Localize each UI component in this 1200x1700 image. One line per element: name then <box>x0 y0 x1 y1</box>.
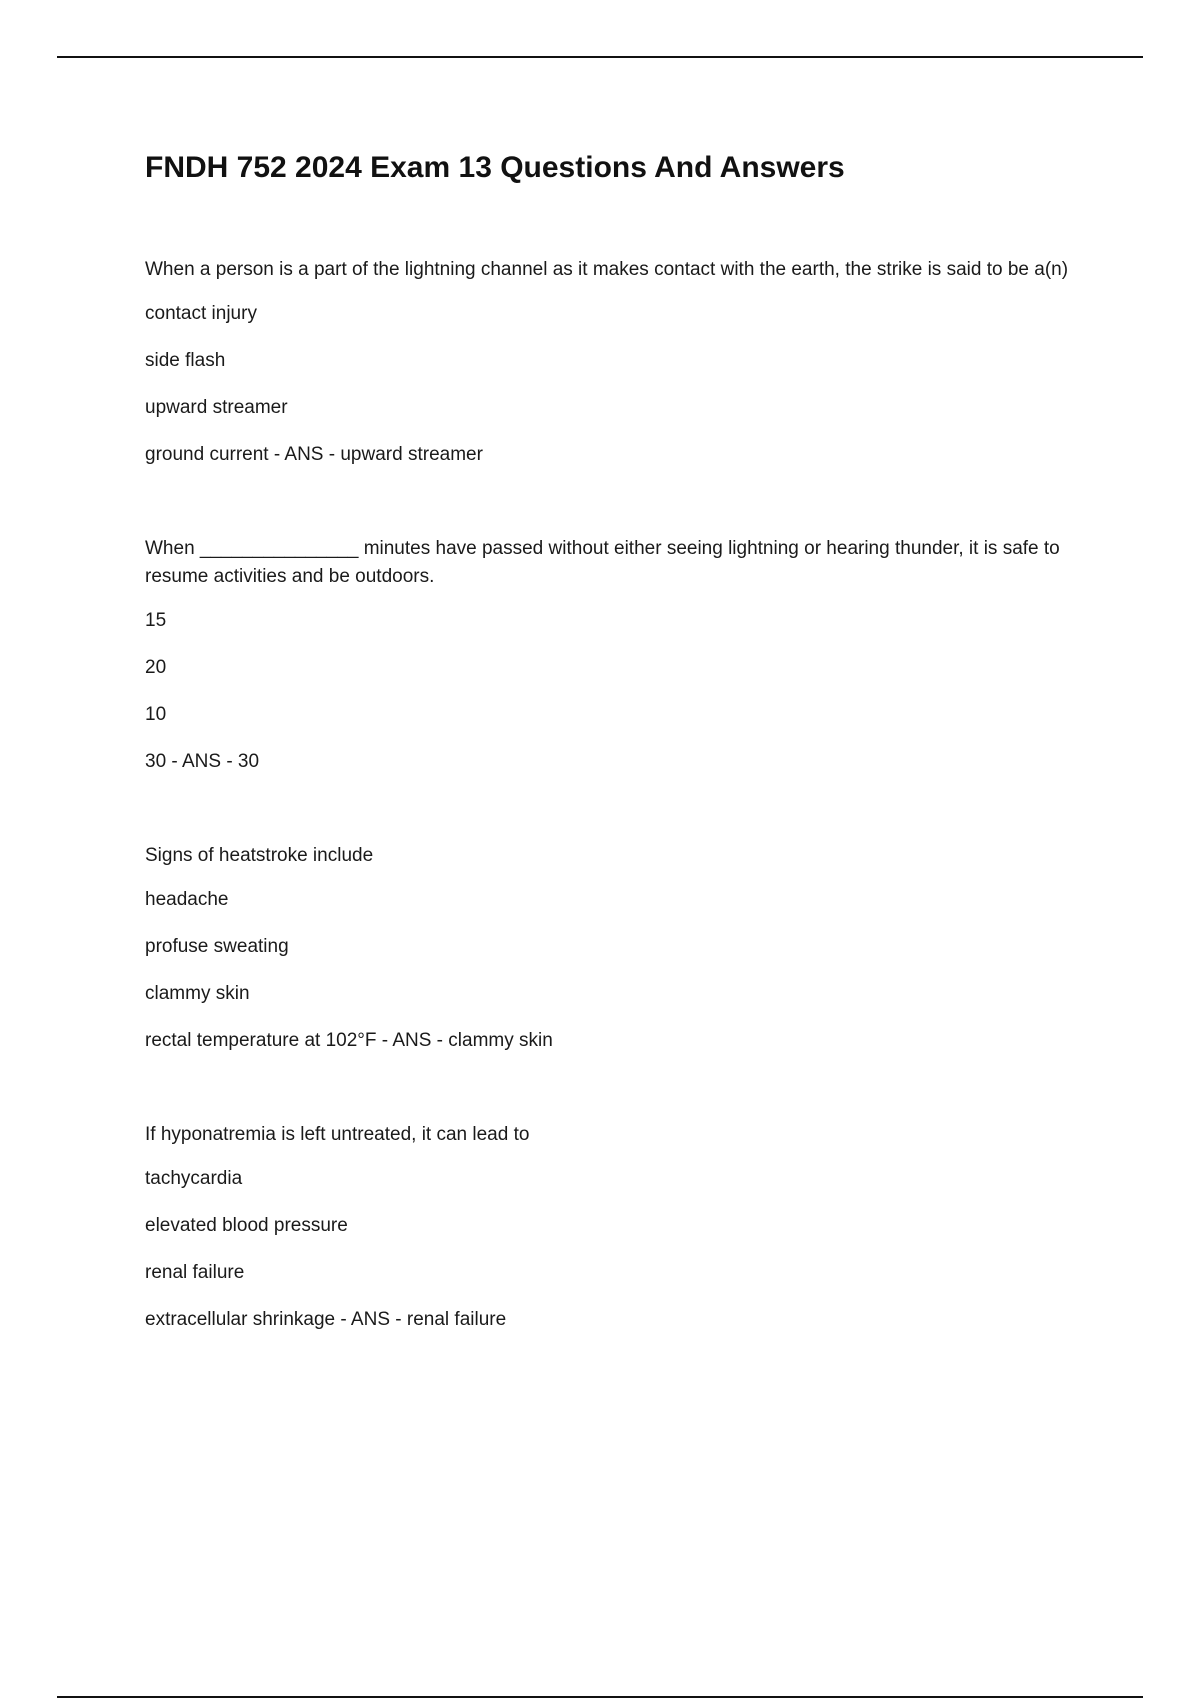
document-body <box>145 148 1075 1400</box>
answer-option-with-key: rectal temperature at 102°F - ANS - clammy skin <box>145 1030 553 1051</box>
answer-option: contact injury <box>145 303 257 324</box>
answer-option: 15 <box>145 610 167 631</box>
question-block-1 <box>145 256 1075 469</box>
question-list <box>145 256 1075 1334</box>
question-text: If hyponatremia is left untreated, it can lead to <box>145 1124 530 1145</box>
answer-option: 20 <box>145 657 167 678</box>
question-block-3 <box>145 842 1075 1055</box>
question-text: When _______________ minutes have passed without either seeing lightning or hearing thunder, it is safe to resume activities and be outdoors. <box>145 538 1060 587</box>
answer-option-with-key: ground current - ANS - upward streamer <box>145 444 483 465</box>
header-rule <box>57 56 1143 58</box>
footer-rule <box>57 1696 1143 1698</box>
answer-option-with-key: 30 - ANS - 30 <box>145 751 260 772</box>
question-text: Signs of heatstroke include <box>145 845 374 866</box>
document-title: FNDH 752 2024 Exam 13 Questions And Answers <box>145 151 845 184</box>
answer-option: tachycardia <box>145 1168 243 1189</box>
question-text: When a person is a part of the lightning channel as it makes contact with the earth, the strike is said to be a(n) <box>145 259 1069 280</box>
answer-option: renal failure <box>145 1262 245 1283</box>
answer-option: clammy skin <box>145 983 250 1004</box>
question-block-4 <box>145 1121 1075 1334</box>
question-block-2 <box>145 535 1075 776</box>
answer-option: elevated blood pressure <box>145 1215 348 1236</box>
answer-option: upward streamer <box>145 397 288 418</box>
answer-option: 10 <box>145 704 167 725</box>
answer-option: side flash <box>145 350 226 371</box>
answer-option-with-key: extracellular shrinkage - ANS - renal failure <box>145 1309 507 1330</box>
answer-option: profuse sweating <box>145 936 289 957</box>
answer-option: headache <box>145 889 229 910</box>
